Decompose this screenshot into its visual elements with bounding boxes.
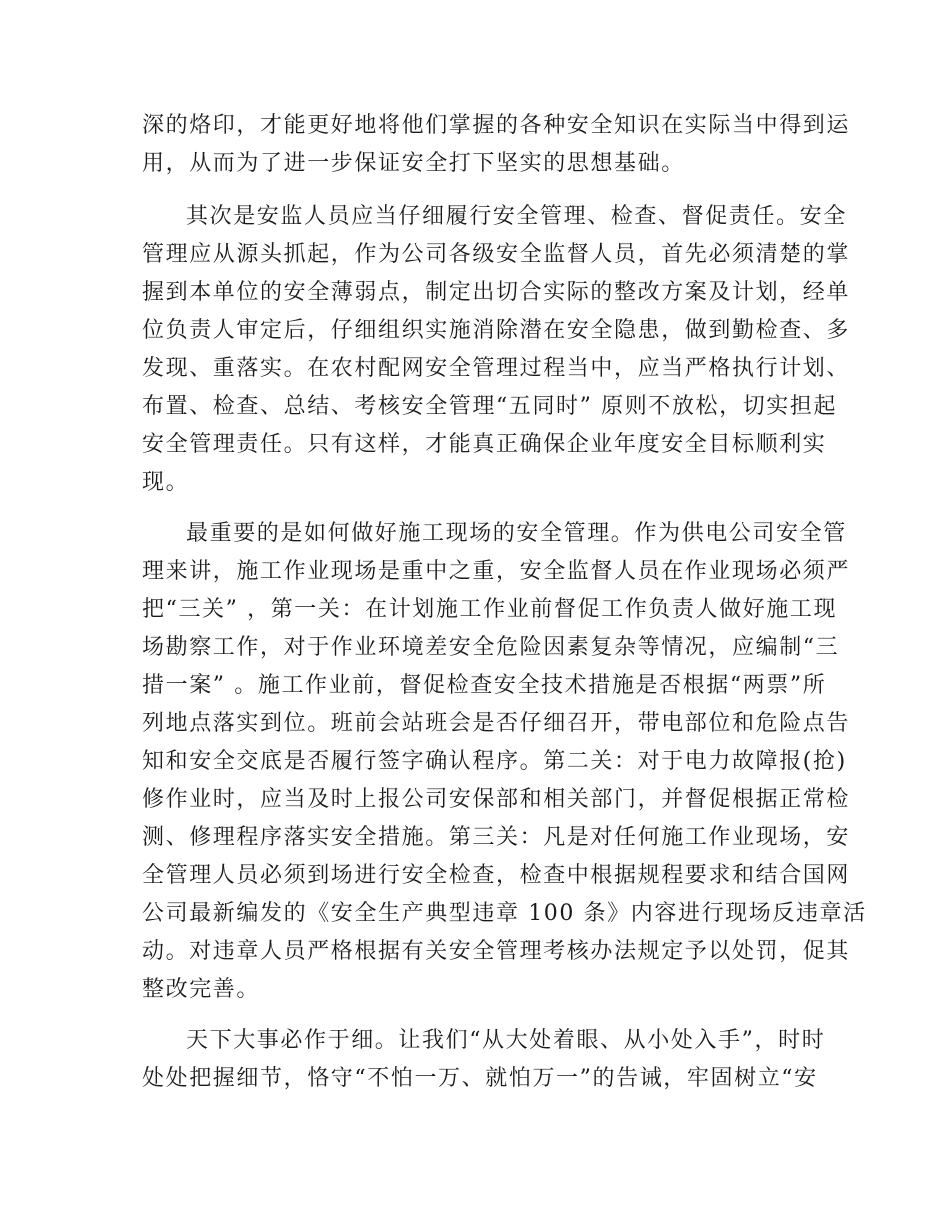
text-line: 修作业时，应当及时上报公司安保部和相关部门，并督促根据正常检 — [142, 787, 851, 812]
text-line: 安全管理责任。只有这样，才能真正确保企业年度安全目标顺利实 — [142, 432, 827, 457]
text-line: 整改完善。 — [142, 977, 261, 1002]
text-line: 动。对违章人员严格根据有关安全管理考核办法规定予以处罚，促其 — [142, 939, 851, 964]
text-line: 测、修理程序落实安全措施。第三关：凡是对任何施工作业现场，安 — [142, 825, 851, 850]
text-line: 用，从而为了进一步保证安全打下坚实的思想基础。 — [142, 151, 685, 176]
text-line: 全管理人员必须到场进行安全检查，检查中根据规程要求和结合国网 — [142, 863, 851, 888]
text-line: 最重要的是如何做好施工现场的安全管理。作为供电公司安全管 — [186, 521, 847, 546]
text-line: 发现、重落实。在农村配网安全管理过程当中，应当严格执行计划、 — [142, 356, 851, 381]
text-line: 其次是安监人员应当仔细履行安全管理、检查、督促责任。安全 — [186, 204, 847, 229]
text-line: 深的烙印，才能更好地将他们掌握的各种安全知识在实际当中得到运 — [142, 113, 851, 138]
text-line: 处处把握细节，恪守“不怕一万、就怕万一”的告诫，牢固树立“安 — [142, 1066, 818, 1091]
text-line: 现。 — [142, 470, 190, 495]
text-line: 握到本单位的安全薄弱点，制定出切合实际的整改方案及计划，经单 — [142, 280, 851, 305]
text-line: 把“三关” ，第一关：在计划施工作业前督促工作负责人做好施工现 — [142, 597, 838, 622]
text-line: 列地点落实到位。班前会站班会是否仔细召开，带电部位和危险点告 — [142, 711, 851, 736]
text-line: 公司最新编发的《安全生产典型违章 100 条》内容进行现场反违章活 — [142, 901, 867, 926]
text-line: 场勘察工作，对于作业环境差安全危险因素复杂等情况，应编制“三 — [142, 635, 840, 660]
text-line: 布置、检查、总结、考核安全管理“五同时” 原则不放松，切实担起 — [142, 394, 838, 419]
text-line: 知和安全交底是否履行签字确认程序。第二关：对于电力故障报(抢) — [142, 749, 847, 774]
text-line: 管理应从源头抓起，作为公司各级安全监督人员，首先必须清楚的掌 — [142, 242, 851, 267]
text-line: 措一案” 。施工作业前，督促检查安全技术措施是否根据“两票”所 — [142, 673, 827, 698]
text-line: 位负责人审定后，仔细组织实施消除潜在安全隐患，做到勤检查、多 — [142, 318, 851, 343]
text-line: 天下大事必作于细。让我们“从大处着眼、从小处入手”，时时 — [186, 1028, 826, 1053]
text-line: 理来讲，施工作业现场是重中之重，安全监督人员在作业现场必须严 — [142, 559, 851, 584]
